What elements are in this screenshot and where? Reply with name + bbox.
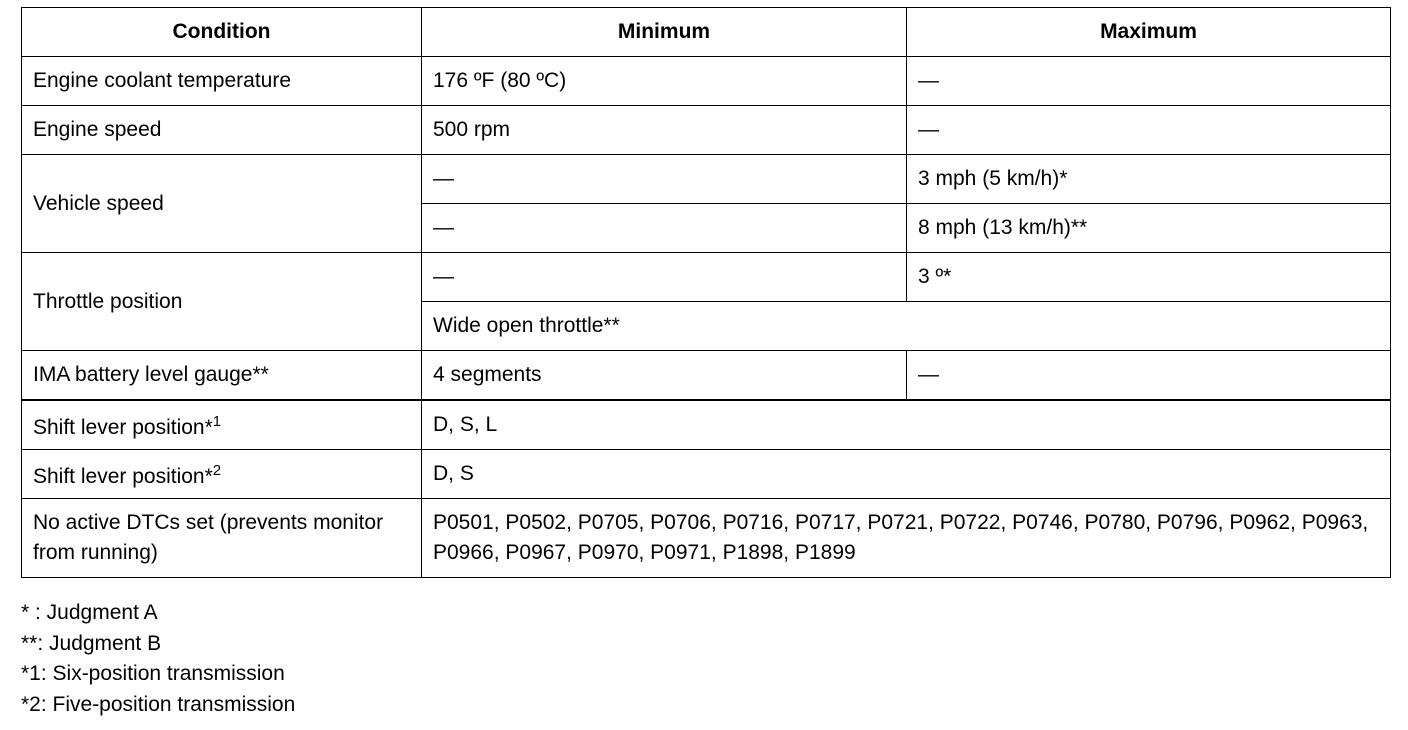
condition-label: Shift lever position* (33, 416, 213, 439)
table-row-shift-1 (22, 400, 1391, 450)
footnote-marker: 2 (212, 462, 222, 479)
header-minimum: Minimum (422, 8, 907, 57)
cell-minimum: 176 ºF (80 ºC) (422, 57, 907, 106)
cell-value: D, S (422, 450, 1391, 499)
cell-condition: Throttle position (22, 253, 422, 351)
cell-value: D, S, L (422, 400, 1391, 450)
cell-maximum: 3 mph (5 km/h)* (907, 155, 1391, 204)
cell-maximum: 8 mph (13 km/h)** (907, 204, 1391, 253)
cell-condition: Vehicle speed (22, 155, 422, 253)
cell-maximum: — (907, 106, 1391, 155)
cell-condition: No active DTCs set (prevents monitor from running) (22, 499, 422, 578)
footnote-five-position: *2: Five-position transmission (21, 692, 296, 716)
cell-minimum: 500 rpm (422, 106, 907, 155)
cell-condition: IMA battery level gauge** (22, 351, 422, 401)
conditions-table (21, 7, 1391, 578)
cell-minimum: — (422, 155, 907, 204)
cell-minimum: 4 segments (422, 351, 907, 401)
condition-label: Shift lever position* (33, 465, 213, 488)
cell-condition (22, 450, 422, 499)
table-row-dtc (22, 499, 1391, 578)
footnote-judgment-a: * : Judgment A (21, 601, 158, 624)
cell-maximum: — (907, 57, 1391, 106)
table-row-vehicle-speed-a (22, 155, 1391, 204)
cell-value: P0501, P0502, P0705, P0706, P0716, P0717, P0721, P0722, P0746, P0780, P0796, P0962, P0963, P0966, P0967, P0970, P0971, P1898, P1899 (422, 499, 1391, 578)
cell-minimum: — (422, 204, 907, 253)
footnotes (21, 598, 295, 720)
table-row-ima (22, 351, 1391, 401)
cell-condition (22, 400, 422, 450)
cell-value: Wide open throttle** (422, 302, 1391, 351)
footnote-six-position: *1: Six-position transmission (21, 662, 285, 685)
header-maximum: Maximum (907, 8, 1391, 57)
header-condition: Condition (22, 8, 422, 57)
cell-minimum: — (422, 253, 907, 302)
cell-maximum: — (907, 351, 1391, 401)
table-row-throttle-a (22, 253, 1391, 302)
footnote-judgment-b: **: Judgment B (21, 631, 162, 655)
header-row (22, 8, 1391, 57)
table-row-coolant (22, 57, 1391, 106)
table-row-shift-2 (22, 450, 1391, 499)
cell-condition: Engine coolant temperature (22, 57, 422, 106)
cell-condition: Engine speed (22, 106, 422, 155)
cell-maximum: 3 º* (907, 253, 1391, 302)
footnote-marker: 1 (212, 413, 222, 430)
table-row-engine-speed (22, 106, 1391, 155)
